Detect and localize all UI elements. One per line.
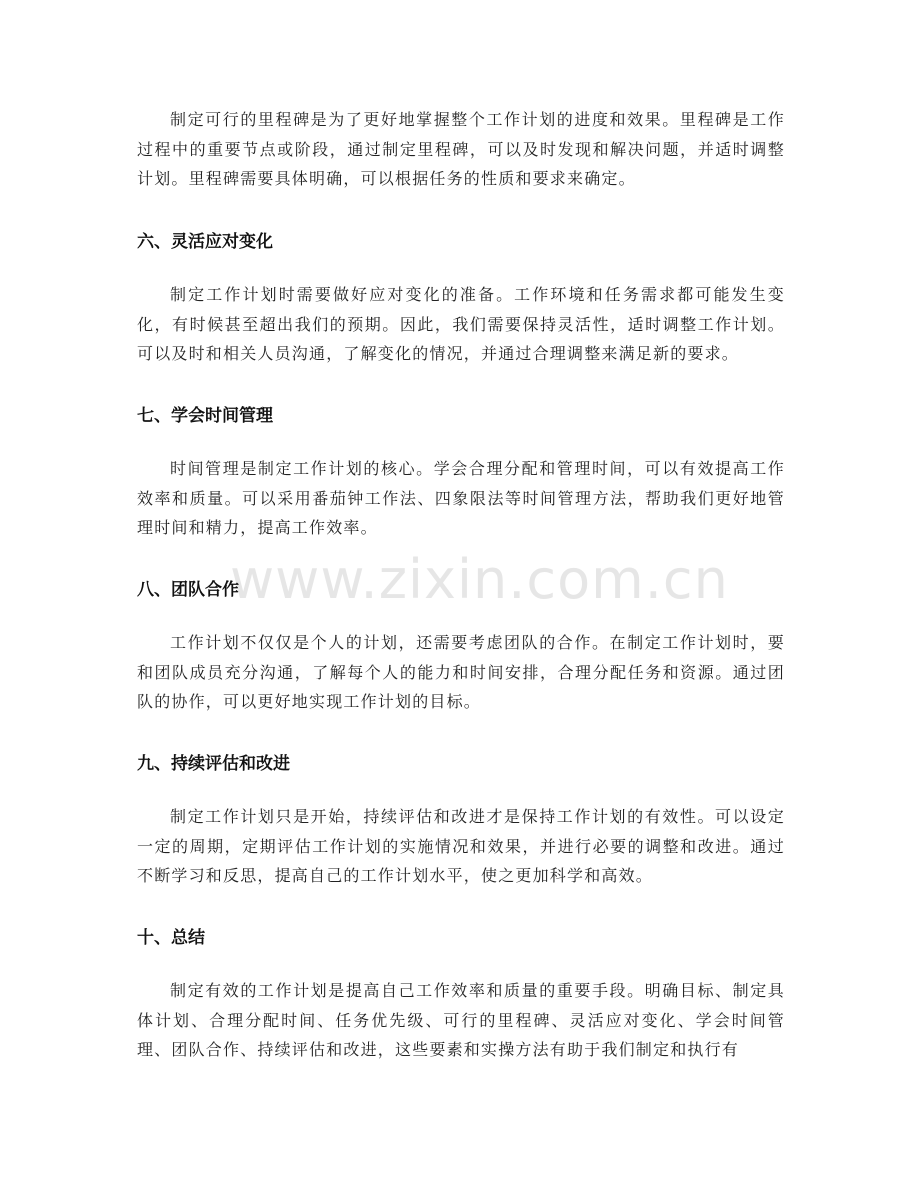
paragraph: 时间管理是制定工作计划的核心。学会合理分配和管理时间，可以有效提高工作效率和质量。可以采用番茄钟工作法、四象限法等时间管理方法，帮助我们更好地管理时间和精力，提高工作效率。 (137, 459, 785, 537)
section-heading: 十、总结 (137, 928, 205, 948)
section-heading: 七、学会时间管理 (137, 406, 273, 426)
paragraph: 制定工作计划只是开始，持续评估和改进才是保持工作计划的有效性。可以设定一定的周期，定期评估工作计划的实施情况和效果，并进行必要的调整和改进。通过不断学习和反思，提高自己的工作计划水平，使之更加科学和高效。 (137, 807, 785, 885)
section-heading-flexibility-wrap (137, 230, 785, 254)
paragraph: 制定可行的里程碑是为了更好地掌握整个工作计划的进度和效果。里程碑是工作过程中的重要节点或阶段，通过制定里程碑，可以及时发现和解决问题，并适时调整计划。里程碑需要具体明确，可以根据任务的性质和要求来确定。 (137, 110, 785, 188)
section-teamwork (137, 628, 785, 717)
paragraph: 工作计划不仅仅是个人的计划，还需要考虑团队的合作。在制定工作计划时，要和团队成员充分沟通，了解每个人的能力和时间安排，合理分配任务和资源。通过团队的协作，可以更好地实现工作计划的目标。 (137, 633, 785, 711)
watermark: www.zixin.com.cn (230, 548, 729, 611)
section-heading: 六、灵活应对变化 (137, 232, 273, 252)
section-heading: 八、团队合作 (137, 580, 239, 600)
paragraph: 制定有效的工作计划是提高自己工作效率和质量的重要手段。明确目标、制定具体计划、合理分配时间、任务优先级、可行的里程碑、灵活应对变化、学会时间管理、团队合作、持续评估和改进，这些要素和实操方法有助于我们制定和执行有 (137, 981, 785, 1059)
section-evaluate-improve (137, 802, 785, 891)
section-flexibility (137, 280, 785, 369)
paragraph: 制定工作计划时需要做好应对变化的准备。工作环境和任务需求都可能发生变化，有时候甚至超出我们的预期。因此，我们需要保持灵活性，适时调整工作计划。可以及时和相关人员沟通，了解变化的情况，并通过合理调整来满足新的要求。 (137, 285, 785, 363)
section-heading-time-wrap (137, 404, 785, 428)
section-time-management (137, 454, 785, 543)
section-heading-evaluate-wrap (137, 752, 785, 776)
section-heading-team-wrap (137, 578, 785, 602)
section-heading-summary-wrap (137, 926, 785, 950)
section-summary (137, 976, 785, 1065)
section-heading: 九、持续评估和改进 (137, 754, 290, 774)
section-milestones-continued (137, 105, 785, 194)
